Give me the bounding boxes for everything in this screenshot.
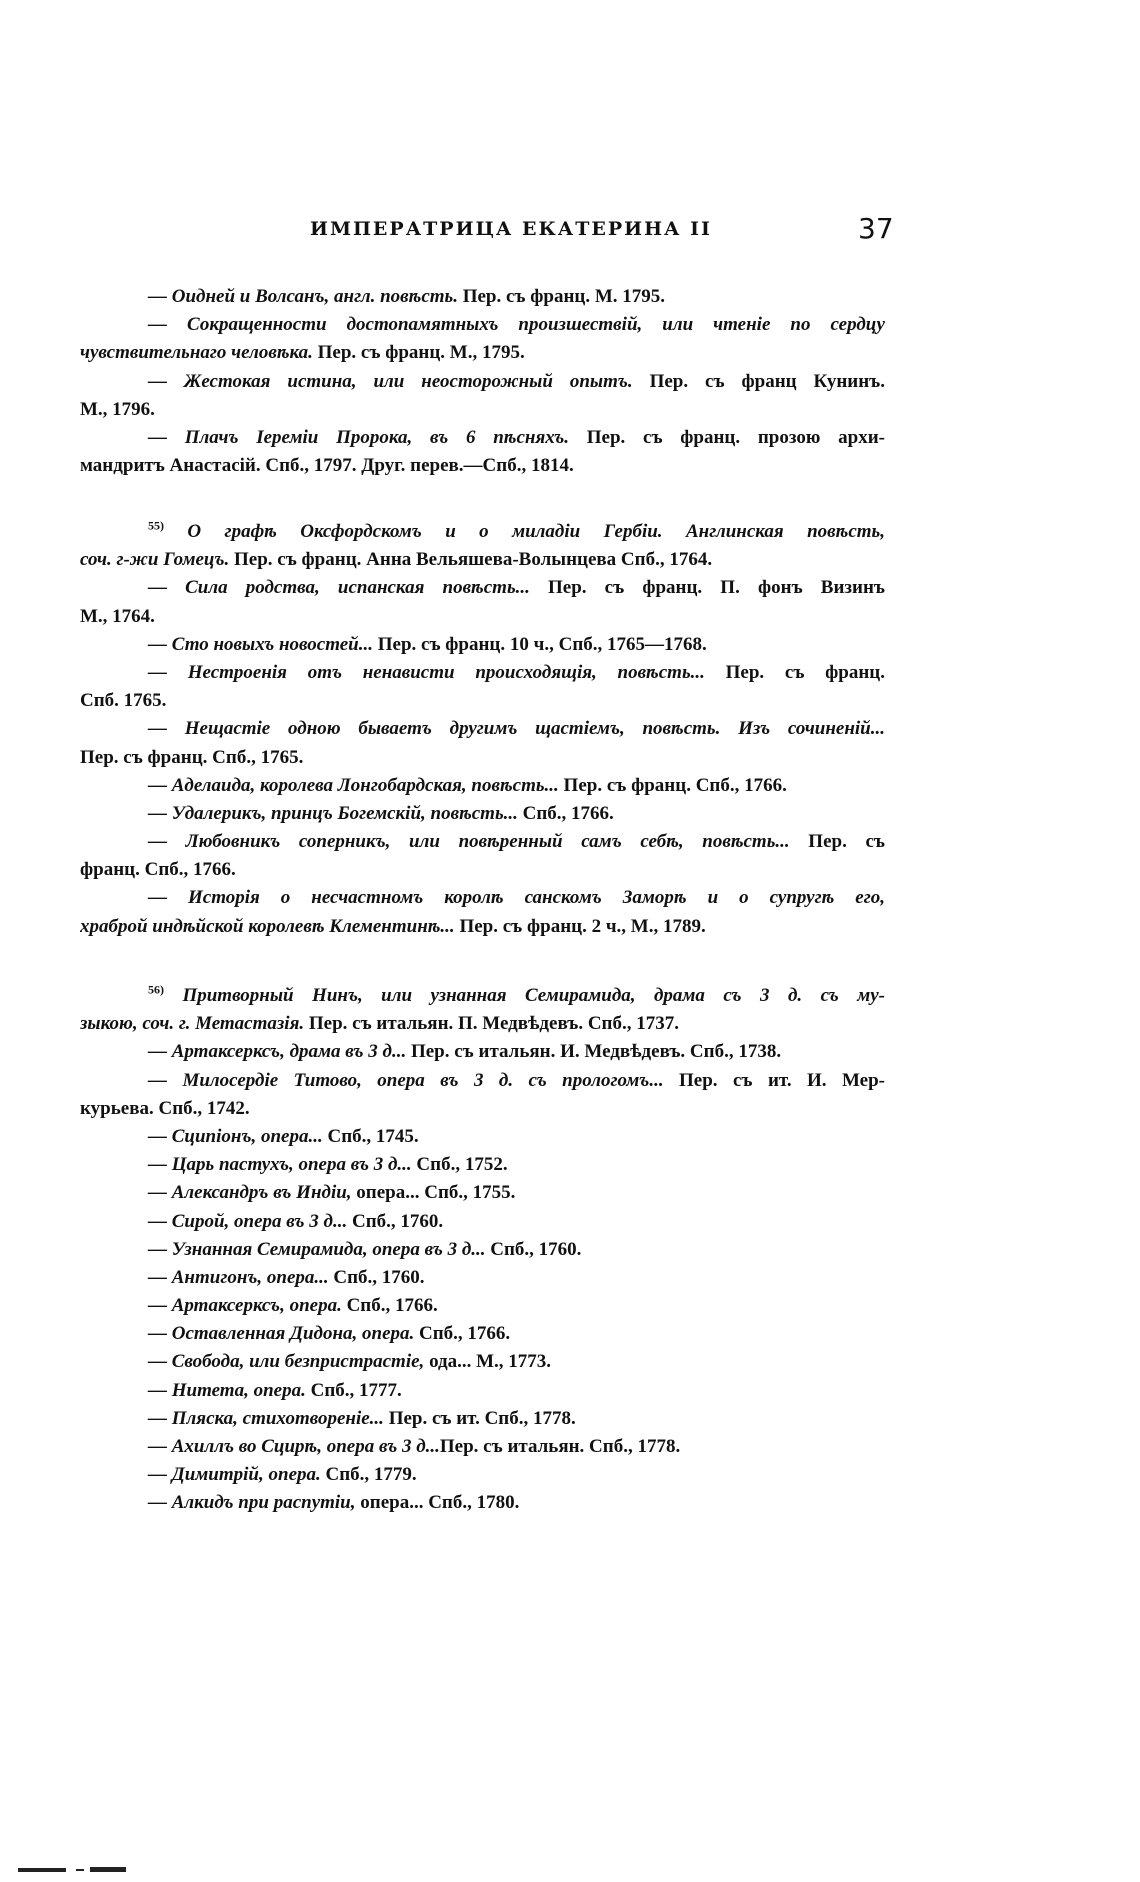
footnote-56-block [80,982,885,1518]
text-line [80,368,885,396]
text-line [80,1179,885,1207]
citation-text: Пер. съ ит. Спб., 1778. [383,1407,576,1429]
italic-title-text: — Артаксерксъ, опера. [148,1295,342,1317]
citation-text: Пер. съ франц. прозою архи- [569,426,885,448]
citation-text: Спб., 1752. [411,1154,508,1176]
citation-text: Пер. съ франц. М. 1795. [457,286,666,307]
italic-title-text: — Царь пастухъ, опера въ 3 д... [148,1154,412,1176]
citation-text: Спб., 1766. [517,802,614,824]
citation-text: Спб., 1760. [485,1238,582,1260]
citation-text: Спб., 1745. [322,1125,419,1147]
citation-text: Пер. съ итальян. П. Медвѣдевъ. Спб., 1737. [304,1013,680,1035]
citation-text: Пер. съ ит. И. Мер- [663,1069,885,1091]
text-line [80,396,885,424]
text-line [80,715,885,743]
text-line [80,800,885,828]
citation-text: Спб., 1777. [305,1379,402,1401]
text-line [80,546,885,574]
italic-title-text: — Димитрій, опера. [148,1464,321,1486]
text-line [80,1292,885,1320]
entries-block-continued [80,283,885,480]
citation-text: Спб., 1766. [414,1323,511,1345]
citation-text: Пер. съ франц. Анна Вельяшева-Волынцева Спб., 1764. [229,549,713,571]
page-number: 37 [858,212,894,245]
citation-text: курьева. Спб., 1742. [80,1097,250,1119]
italic-title-text: — Узнанная Семирамида, опера въ 3 д... [148,1238,486,1260]
citation-text: франц. Спб., 1766. [80,859,236,881]
italic-title-text: храброй индѣйской королевѣ Клементинѣ... [80,915,455,937]
citation-text: М., 1796. [80,398,155,420]
text-line [80,659,885,687]
text-line [80,311,885,339]
citation-text: Пер. съ франц. Спб., 1765. [80,746,304,768]
citation-text: Пер. съ итальян. И. Медвѣдевъ. Спб., 1738. [406,1041,782,1063]
footnote-marker: 55) [148,518,164,533]
italic-title-text: — Сокращенности достопамятныхъ произшествій, или чтеніе по сердцу [148,314,885,336]
text-line [80,1208,885,1236]
citation-text: Пер. съ франц. П. фонъ Визинъ [529,577,885,599]
footnote-line [80,982,885,1010]
italic-title-text: — Сто новыхъ новостей... [148,633,373,655]
italic-title-text: — Жестокая истина, или неосторожный опытъ. [148,370,633,392]
text-line [80,1010,885,1038]
citation-text: Пер. съ франц Кунинъ. [632,370,885,392]
italic-title-text: — Любовникъ соперникъ, или повѣренный самъ себѣ, повѣсть... [148,831,790,853]
italic-title-text: — Аделаида, королева Лонгобардская, повѣсть... [148,774,559,796]
text-line [80,1433,885,1461]
scan-margin-mark [18,1866,126,1874]
citation-text: Пер. съ франц. М., 1795. [312,342,525,364]
text-line [80,856,885,884]
text-line [80,603,885,631]
citation-text: Спб., 1766. [341,1295,438,1317]
footnote-line [80,518,885,546]
text-line [80,1264,885,1292]
text-line [80,1067,885,1095]
text-line [80,1236,885,1264]
italic-title-text: — Плачъ Іеремiи Пророка, въ 6 пѣсняхъ. [148,426,570,448]
text-line [80,1377,885,1405]
citation-text: Пер. съ франц. [704,661,885,683]
text-line [80,574,885,602]
text-line [80,913,885,941]
citation-text: мандритъ Анастасій. Спб., 1797. Друг. перев.—Спб., 1814. [80,455,574,477]
italic-title-text: — Пляска, стихотвореніе... [148,1407,384,1429]
citation-text: Пер. съ [789,831,885,853]
text-line [80,744,885,772]
running-title: ИМПЕРАТРИЦА ЕКАТЕРИНА II [310,218,712,240]
italic-title-text: — Александръ въ Индіи, [148,1182,352,1204]
footnote-55-block [80,518,885,941]
text-line [80,1320,885,1348]
citation-text: Спб., 1760. [328,1266,425,1288]
italic-title-text: соч. г-жи Гомецъ. [80,549,230,571]
text-line [80,283,885,311]
text-line [80,452,885,480]
text-line [80,687,885,715]
italic-title-text: — Алкидъ при распутіи, [148,1492,356,1514]
italic-title-text: — Оидней и Волсанъ, англ. повѣсть. [148,286,458,307]
text-line [80,1489,885,1517]
citation-text: опера... Спб., 1780. [355,1492,520,1514]
text-line [80,631,885,659]
citation-text: Спб., 1760. [347,1210,444,1232]
italic-title-text: — Нестроенія отъ ненависти происходящія, повѣсть... [148,661,705,683]
italic-title-text: О графѣ Оксфордскомъ и о миладіи Гербіи. Англинская повѣсть, [164,521,885,542]
italic-title-text: — Сирой, опера въ 3 д... [148,1210,348,1232]
page-header [0,212,1140,252]
italic-title-text: — Сила родства, испанская повѣсть... [148,577,530,599]
text-line [80,772,885,800]
text-line [80,1348,885,1376]
italic-title-text: чувствительнаго человѣка. [80,342,313,364]
italic-title-text: — Ахиллъ во Сцирѣ, опера въ 3 д... [148,1436,440,1457]
italic-title-text: — Исторія о несчастномъ королѣ санскомъ Заморѣ и о супругѣ его, [148,887,885,909]
citation-text: Спб. 1765. [80,690,167,712]
citation-text: Пер. съ франц. 2 ч., М., 1789. [454,915,706,937]
text-line [80,339,885,367]
italic-title-text: — Нещастіе одною бываетъ другимъ щастіемъ, повѣсть. Изъ сочиненій... [148,718,885,740]
text-line [80,884,885,912]
text-line [80,1123,885,1151]
italic-title-text: — Милосердіе Титово, опера въ 3 д. съ прологомъ... [148,1069,664,1091]
citation-text: ода... М., 1773. [424,1351,552,1373]
citation-text: М., 1764. [80,605,155,627]
italic-title-text: — Оставленная Дидона, опера. [148,1323,415,1345]
italic-title-text: — Свобода, или безпристрастіе, [148,1351,425,1373]
citation-text: Пер. съ франц. Спб., 1766. [558,774,787,796]
text-line [80,424,885,452]
text-line [80,1405,885,1433]
italic-title-text: — Удалерикъ, принцъ Богемскій, повѣсть... [148,802,518,824]
italic-title-text: — Антигонъ, опера... [148,1266,329,1288]
text-line [80,1461,885,1489]
citation-text: Пер. съ франц. 10 ч., Спб., 1765—1768. [372,633,707,655]
footnote-marker: 56) [148,982,164,997]
italic-title-text: зыкою, соч. г. Метастазія. [80,1013,305,1035]
italic-title-text: — Нитета, опера. [148,1379,306,1401]
text-line [80,828,885,856]
italic-title-text: Притворный Нинъ, или узнанная Семирамида, драма съ 3 д. съ му- [164,985,885,1006]
text-line [80,1151,885,1179]
italic-title-text: — Артаксерксъ, драма въ 3 д... [148,1041,407,1063]
citation-text: опера... Спб., 1755. [351,1182,516,1204]
text-line [80,1038,885,1066]
italic-title-text: — Сципіонъ, опера... [148,1125,323,1147]
citation-text: Спб., 1779. [320,1464,417,1486]
text-line [80,1095,885,1123]
citation-text: Пер. съ итальян. Спб., 1778. [439,1436,681,1457]
